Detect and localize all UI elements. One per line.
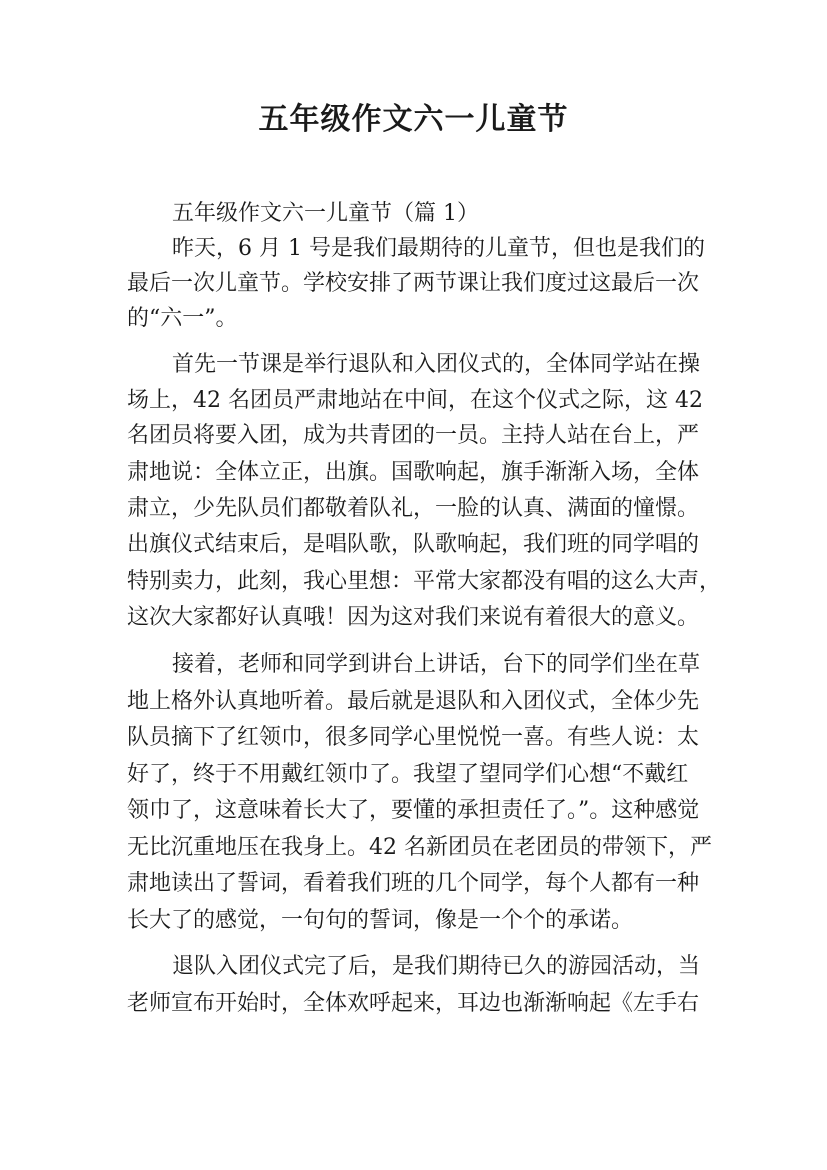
text-line: 出旗仪式结束后，是唱队歌，队歌响起，我们班的同学唱的 <box>127 532 700 557</box>
text-line: 无比沉重地压在我身上。42 名新团员在老团员的带领下，严 <box>127 835 712 860</box>
text-line: 老师宣布开始时，全体欢呼起来，耳边也渐渐响起《左手右 <box>127 991 700 1016</box>
subtitle-line: 五年级作文六一儿童节（篇 1） <box>172 201 479 226</box>
text-line: 特别卖力，此刻，我心里想：平常大家都没有唱的这么大声， <box>127 569 722 594</box>
text-line: 肃立，少先队员们都敬着队礼，一脸的认真、满面的憧憬。 <box>127 496 700 521</box>
text-line: 场上，42 名团员严肃地站在中间，在这个仪式之际，这 42 <box>127 388 703 413</box>
text-line: 这次大家都好认真哦！因为这对我们来说有着很大的意义。 <box>127 605 700 630</box>
document-title: 五年级作文六一儿童节 <box>258 102 569 137</box>
text-line: 肃地读出了誓词，看着我们班的几个同学，每个人都有一种 <box>127 871 700 896</box>
text-line: 领巾了，这意味着长大了，要懂的承担责任了。”。这种感觉 <box>127 798 700 823</box>
text-line: 好了，终于不用戴红领巾了。我望了望同学们心想“不戴红 <box>127 762 689 787</box>
text-line: 的“六一”。 <box>127 306 238 331</box>
text-line: 退队入团仪式完了后，是我们期待已久的游园活动，当 <box>172 954 701 979</box>
text-line: 地上格外认真地听着。最后就是退队和入团仪式，全体少先 <box>127 689 700 714</box>
text-line: 长大了的感觉，一句句的誓词，像是一个个的承诺。 <box>127 908 634 933</box>
text-line: 首先一节课是举行退队和入团仪式的，全体同学站在操 <box>172 352 701 377</box>
text-line: 接着，老师和同学到讲台上讲话，台下的同学们坐在草 <box>172 652 701 677</box>
text-line: 肃地说：全体立正，出旗。国歌响起，旗手渐渐入场，全体 <box>127 460 700 485</box>
text-line: 最后一次儿童节。学校安排了两节课让我们度过这最后一次 <box>127 271 700 296</box>
text-line: 名团员将要入团，成为共青团的一员。主持人站在台上，严 <box>127 423 700 448</box>
text-line: 昨天，6 月 1 号是我们最期待的儿童节，但也是我们的 <box>172 236 705 261</box>
text-line: 队员摘下了红领巾，很多同学心里悦悦一喜。有些人说：太 <box>127 725 700 750</box>
